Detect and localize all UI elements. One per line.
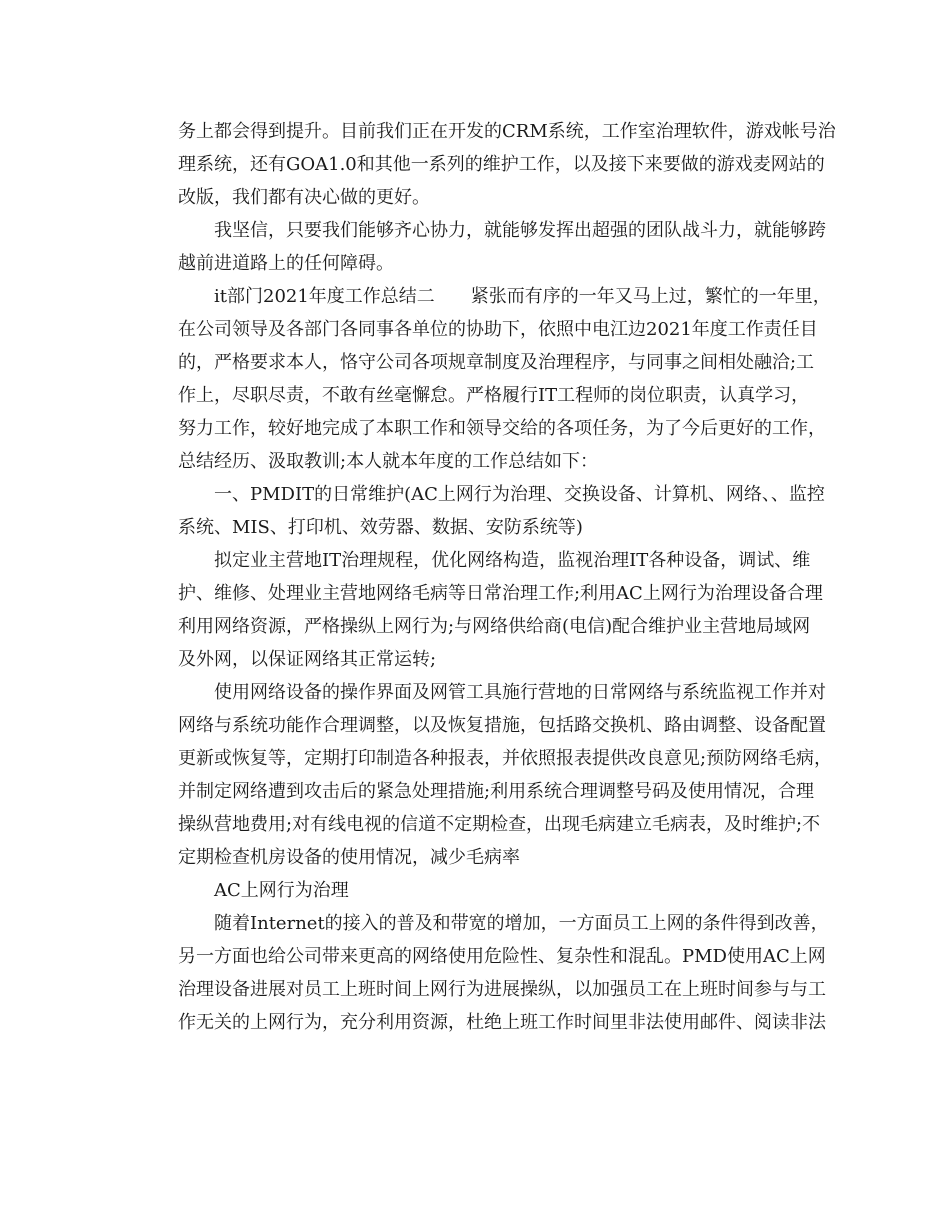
text-line: 治理设备进展对员工上班时间上网行为进展操纵，以加强员工在上班时间参与与工 xyxy=(178,979,826,1000)
text-line: 另一方面也给公司带来更高的网络使用危险性、复杂性和混乱。PMD使用AC上网 xyxy=(178,946,826,967)
text-line: 操纵营地费用;对有线电视的信道不定期检查，出现毛病建立毛病表，及时维护;不 xyxy=(178,814,821,835)
text-line: 护、维修、处理业主营地网络毛病等日常治理工作;利用AC上网行为治理设备合理 xyxy=(178,583,823,604)
paragraph xyxy=(142,544,822,676)
text-line: 并制定网络遭到攻击后的紧急处理措施;利用系统合理调整号码及使用情况，合理 xyxy=(178,781,815,802)
text-line: 作上，尽职尽责，不敢有丝毫懈怠。严格履行IT工程师的岗位职责，认真学习， xyxy=(178,385,810,406)
document-body xyxy=(142,115,836,1039)
text-line: 定期检查机房设备的使用情况，减少毛病率 xyxy=(178,847,520,868)
text-line: 务上都会得到提升。目前我们正在开发的CRM系统，工作室治理软件，游戏帐号治 xyxy=(178,121,836,142)
paragraph xyxy=(142,676,833,874)
text-line: 改版，我们都有决心做的更好。 xyxy=(178,187,430,208)
text-line: 一、PMDIT的日常维护(AC上网行为治理、交换设备、计算机、网络、、监控 xyxy=(214,484,825,505)
text-line: 努力工作，较好地完成了本职工作和领导交给的各项任务，为了今后更好的工作， xyxy=(178,418,826,439)
paragraph xyxy=(142,214,826,280)
text-line: 总结经历、汲取教训;本人就本年度的工作总结如下： xyxy=(178,451,599,472)
text-line: 作无关的上网行为，充分利用资源，杜绝上班工作时间里非法使用邮件、阅读非法 xyxy=(178,1012,826,1033)
text-line: 利用网络资源，严格操纵上网行为;与网络供给商(电信)配合维护业主营地局域网 xyxy=(178,616,811,637)
text-line: 使用网络设备的操作界面及网管工具施行营地的日常网络与系统监视工作并对 xyxy=(214,682,826,703)
paragraph xyxy=(142,907,829,1039)
text-line: 的，严格要求本人，恪守公司各项规章制度及治理程序，与同事之间相处融洽;工 xyxy=(178,352,815,373)
text-line: 更新或恢复等，定期打印制造各种报表，并依照报表提供改良意见;预防网络毛病， xyxy=(178,748,833,769)
text-line: 系统、MIS、打印机、效劳器、数据、安防系统等) xyxy=(178,517,583,538)
text-line: 网络与系统功能作合理调整，以及恢复措施，包括路交换机、路由调整、设备配置 xyxy=(178,715,826,736)
paragraph xyxy=(142,115,836,214)
paragraph xyxy=(142,874,822,907)
text-line: 理系统，还有GOA1.0和其他一系列的维护工作，以及接下来要做的游戏麦网站的 xyxy=(178,154,825,175)
text-line: it部门2021年度工作总结二 紧张而有序的一年又马上过，繁忙的一年里， xyxy=(214,286,831,307)
text-line: 在公司领导及各部门各同事各单位的协助下，依照中电江边2021年度工作责任目 xyxy=(178,319,818,340)
paragraph xyxy=(142,280,831,478)
text-line: AC上网行为治理 xyxy=(214,880,349,901)
text-line: 及外网，以保证网络其正常运转; xyxy=(178,649,437,670)
text-line: 拟定业主营地IT治理规程，优化网络构造，监视治理IT各种设备，调试、维 xyxy=(214,550,811,571)
paragraph xyxy=(142,478,825,544)
text-line: 我坚信，只要我们能够齐心协力，就能够发挥出超强的团队战斗力，就能够跨 xyxy=(214,220,826,241)
text-line: 随着Internet的接入的普及和带宽的增加，一方面员工上网的条件得到改善， xyxy=(214,913,829,934)
text-line: 越前进道路上的任何障碍。 xyxy=(178,253,394,274)
